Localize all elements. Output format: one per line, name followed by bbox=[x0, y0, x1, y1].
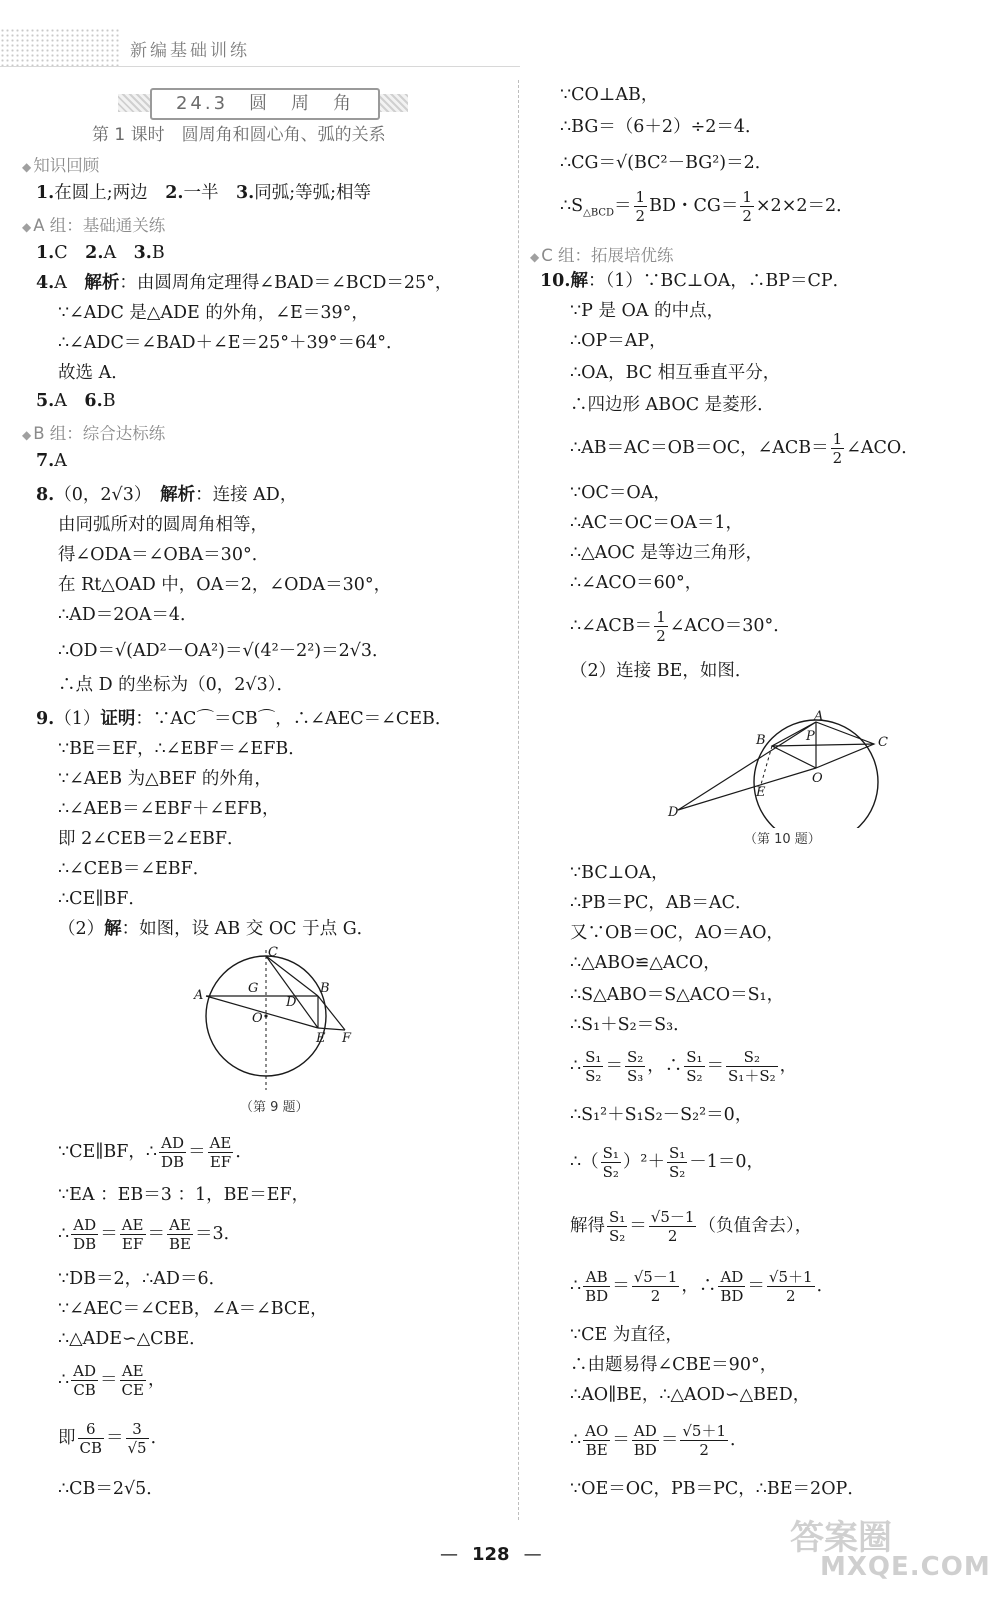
answer-line: ∵BE＝EF，∴∠EBF＝∠EFB． bbox=[58, 739, 306, 759]
answer-line: $\therefore S_{\triangle BCD}=$ $\frac{1}{2}$ BD・CG＝ $\frac{1}{2}$ ×2×2＝2． bbox=[560, 188, 854, 225]
fig9-label-f: F bbox=[342, 1031, 352, 1046]
answer-line: 即 $\frac{6}{CB}$ ＝ $\frac{3}{√5}$ ． bbox=[58, 1420, 169, 1457]
header-rule bbox=[0, 66, 520, 67]
answer-line: ∵OE＝OC，PB＝PC，∴BE＝2OP． bbox=[570, 1479, 865, 1499]
answer-line: ∴OD＝√(AD²－OA²)＝√(4²－2²)＝2√3． bbox=[58, 641, 390, 661]
answer-line: ∵∠AEB 为△BEF 的外角， bbox=[58, 769, 272, 789]
fig10-line-da bbox=[678, 722, 816, 810]
answer-line: ∴AD＝2OA＝4． bbox=[58, 605, 198, 625]
answer-line: ∴PB＝PC，AB＝AC． bbox=[570, 893, 753, 913]
answer-line: 由同弧所对的圆周角相等， bbox=[58, 515, 268, 535]
answer-line: ∴S₁²＋S₁S₂－S₂²＝0， bbox=[570, 1105, 753, 1125]
answer-line: ∴∠ACO＝60°， bbox=[570, 573, 703, 593]
answer-line: ∵P 是 OA 的中点， bbox=[570, 301, 725, 321]
answer-line: ∴∠AEB＝∠EBF＋∠EFB， bbox=[58, 799, 280, 819]
answer-line: ∴AC＝OC＝OA＝1， bbox=[570, 513, 744, 533]
answer-line: 在 Rt△OAD 中，OA＝2，∠ODA＝30°， bbox=[58, 575, 392, 595]
answer-line: ∴AB＝AC＝OB＝OC，∠ACB＝ $\frac{1}{2}$ ∠ACO． bbox=[570, 430, 919, 467]
diamond-icon: ◆ bbox=[22, 220, 32, 234]
answer-line: ∴OA，BC 相互垂直平分， bbox=[570, 363, 781, 383]
answer-line: ∴△ADE∽△CBE． bbox=[58, 1329, 207, 1349]
answer-line: ∴CE∥BF． bbox=[58, 889, 146, 909]
answer-line: ∴△ABO≌△ACO， bbox=[570, 953, 721, 973]
fig9-label-d: D bbox=[286, 995, 297, 1010]
lesson-subtitle: 第 1 课时 圆周角和圆心角、弧的关系 bbox=[92, 125, 386, 145]
answer-line: ∵EA ：EB＝3 ：1，BE＝EF， bbox=[58, 1185, 310, 1205]
answer-line: ∴CB＝2√5． bbox=[58, 1479, 164, 1499]
section-group-b: ◆ B 组：综合达标练 bbox=[22, 424, 166, 443]
fig10-label-e: E bbox=[756, 785, 766, 800]
diamond-icon: ◆ bbox=[22, 160, 32, 174]
answer-line: 1.C 2.A 3.B bbox=[36, 243, 165, 263]
fig9-line-ce bbox=[266, 956, 318, 1028]
answer-line: 又∵OB＝OC，AO＝AO， bbox=[570, 923, 784, 943]
answer-line: ∴BG＝（6＋2）÷2＝4． bbox=[560, 117, 763, 137]
answer-line: ∵∠ADC 是△ADE 的外角，∠E＝39°， bbox=[58, 303, 369, 323]
answer-line: ∴S△ABO＝S△ACO＝S₁， bbox=[570, 985, 785, 1005]
answer-line: ∴ $\frac{AD}{DB}$ ＝ $\frac{AE}{EF}$ ＝ $\frac{AE}{BE}$ ＝3． bbox=[58, 1216, 242, 1253]
answer-line: 10.解：（1）∵BC⊥OA，∴BP＝CP． bbox=[540, 271, 851, 291]
answer-line: 9.（1）证明：∵AC⌒＝CB⌒，∴∠AEC＝∠CEB． bbox=[36, 709, 453, 729]
answer-line: ∴AO∥BE，∴△AOD∽△BED， bbox=[570, 1385, 811, 1405]
answer-line: 故选 A． bbox=[58, 363, 129, 383]
answer-line: ∴ $\frac{AD}{CB}$ ＝ $\frac{AE}{CE}$ ， bbox=[58, 1362, 166, 1399]
fig9-line-ef bbox=[318, 1028, 345, 1030]
answer-line: ∴S₁＋S₂＝S₃． bbox=[570, 1015, 691, 1035]
answer-line: ∵DB＝2，∴AD＝6． bbox=[58, 1269, 227, 1289]
section-title: 24.3 圆 周 角 bbox=[150, 88, 380, 120]
answer-line: ∴ $\frac{AB}{BD}$ ＝ $\frac{√5-1}{2}$ ，∴ $\frac{AD}{BD}$ ＝ $\frac{√5+1}{2}$ ． bbox=[570, 1268, 835, 1305]
answer-line: ∴ $\frac{AO}{BE}$ ＝ $\frac{AD}{BD}$ ＝ $\frac{√5+1}{2}$ ． bbox=[570, 1422, 748, 1459]
fig9-label-a: A bbox=[194, 988, 204, 1003]
figure-9-caption: （第 9 题） bbox=[240, 1100, 309, 1115]
figure-10-diagram bbox=[664, 710, 904, 828]
answer-line: 4.A 解析：由圆周角定理得∠BAD＝∠BCD＝25°， bbox=[36, 273, 453, 293]
fig10-label-p: P bbox=[806, 729, 815, 744]
answer-line: ∵OC＝OA， bbox=[570, 483, 671, 503]
answer-line: 解得 $\frac{\text{S₁}}{\text{S₂}}$ ＝ $\frac{√5-1}{2}$ （负值舍去）， bbox=[570, 1208, 813, 1245]
fig10-label-a: A bbox=[814, 710, 824, 724]
fig9-label-g: G bbox=[248, 981, 259, 996]
fig10-label-d: D bbox=[668, 805, 679, 820]
answer-line: （2）连接 BE，如图． bbox=[570, 661, 753, 681]
section-group-a: ◆ A 组：基础通关练 bbox=[22, 216, 166, 235]
fig10-line-do bbox=[678, 768, 816, 810]
fig9-label-b: B bbox=[320, 981, 330, 996]
page-number: — 128 — bbox=[440, 1544, 542, 1565]
fig10-label-c: C bbox=[878, 735, 888, 750]
fig9-label-c: C bbox=[268, 945, 278, 960]
answer-line: 即 2∠CEB＝2∠EBF． bbox=[58, 829, 245, 849]
fig10-line-bc bbox=[772, 744, 874, 746]
fig9-center-point bbox=[264, 1014, 267, 1017]
header-dot-pattern bbox=[0, 28, 120, 68]
answer-line: ∴由题易得∠CBE＝90°， bbox=[570, 1355, 778, 1375]
column-divider bbox=[518, 80, 519, 1520]
answer-line: ∴CG＝√(BC²－BG²)＝2． bbox=[560, 153, 773, 173]
fig9-label-e: E bbox=[316, 1031, 326, 1046]
section-group-c: ◆ C 组：拓展培优练 bbox=[530, 246, 674, 265]
answer-line: ∴∠ADC＝∠BAD＋∠E＝25°＋39°＝64°． bbox=[58, 333, 404, 353]
answer-line: ∵∠AEC＝∠CEB，∠A＝∠BCE， bbox=[58, 1299, 328, 1319]
answer-line: ∴∠ACB＝ $\frac{1}{2}$ ∠ACO＝30°． bbox=[570, 608, 791, 645]
fig9-line-bf bbox=[318, 996, 345, 1030]
answer-line: ∵CE 为直径， bbox=[570, 1325, 683, 1345]
answer-line: ∴点 D 的坐标为（0，2√3）． bbox=[58, 675, 294, 695]
answer-line: ∴四边形 ABOC 是菱形． bbox=[570, 395, 775, 415]
answer-line: 得∠ODA＝∠OBA＝30°． bbox=[58, 545, 270, 565]
answer-line: ∵CE∥BF，∴ $\frac{AD}{DB}$ ＝ $\frac{AE}{EF}$ ． bbox=[58, 1134, 253, 1171]
answer-line: ∴ $\frac{\text{S₁}}{\text{S₂}}$ ＝ $\frac{\text{S₂}}{\text{S₃}}$ ，∴ $\frac{\text{S₁}}{\text{S₂}}$ ＝ $\frac{\text{S₂}}{\text{S₁＋S₂}}$ ， bbox=[570, 1048, 798, 1085]
running-head: 新编基础训练 bbox=[130, 41, 250, 61]
answer-line: （2）解：如图，设 AB 交 OC 于点 G． bbox=[58, 919, 375, 939]
watermark-url: MXQE.COM bbox=[820, 1552, 991, 1582]
answer-line: ∵BC⊥OA， bbox=[570, 863, 669, 883]
answer-line: 7.A bbox=[36, 451, 67, 471]
section-review: ◆ 知识回顾 bbox=[22, 156, 100, 175]
answer-line: ∴∠CEB＝∠EBF． bbox=[58, 859, 211, 879]
answer-line: 1.在圆上;两边 2.一半 3.同弧;等弧;相等 bbox=[36, 183, 372, 203]
watermark-logo: 答案圈 bbox=[790, 1518, 892, 1558]
fig9-label-o: O bbox=[252, 1011, 263, 1026]
figure-9-diagram bbox=[190, 944, 370, 1094]
diamond-icon: ◆ bbox=[22, 428, 32, 442]
answer-line: 8.（0，2√3） 解析：连接 AD， bbox=[36, 485, 298, 505]
answer-line: ∵CO⊥AB， bbox=[560, 85, 659, 105]
answer-line: ∴OP＝AP， bbox=[570, 331, 667, 351]
answer-line: ∴（ $\frac{\text{S₁}}{\text{S₂}}$ ）²＋ $\frac{\text{S₁}}{\text{S₂}}$ －1＝0， bbox=[570, 1144, 765, 1181]
answer-line: 5.A 6.B bbox=[36, 391, 116, 411]
answer-line: ∴△AOC 是等边三角形， bbox=[570, 543, 764, 563]
fig10-label-o: O bbox=[812, 771, 823, 786]
fig10-label-b: B bbox=[756, 733, 766, 748]
figure-10-caption: （第 10 题） bbox=[744, 832, 821, 847]
diamond-icon: ◆ bbox=[530, 250, 540, 264]
